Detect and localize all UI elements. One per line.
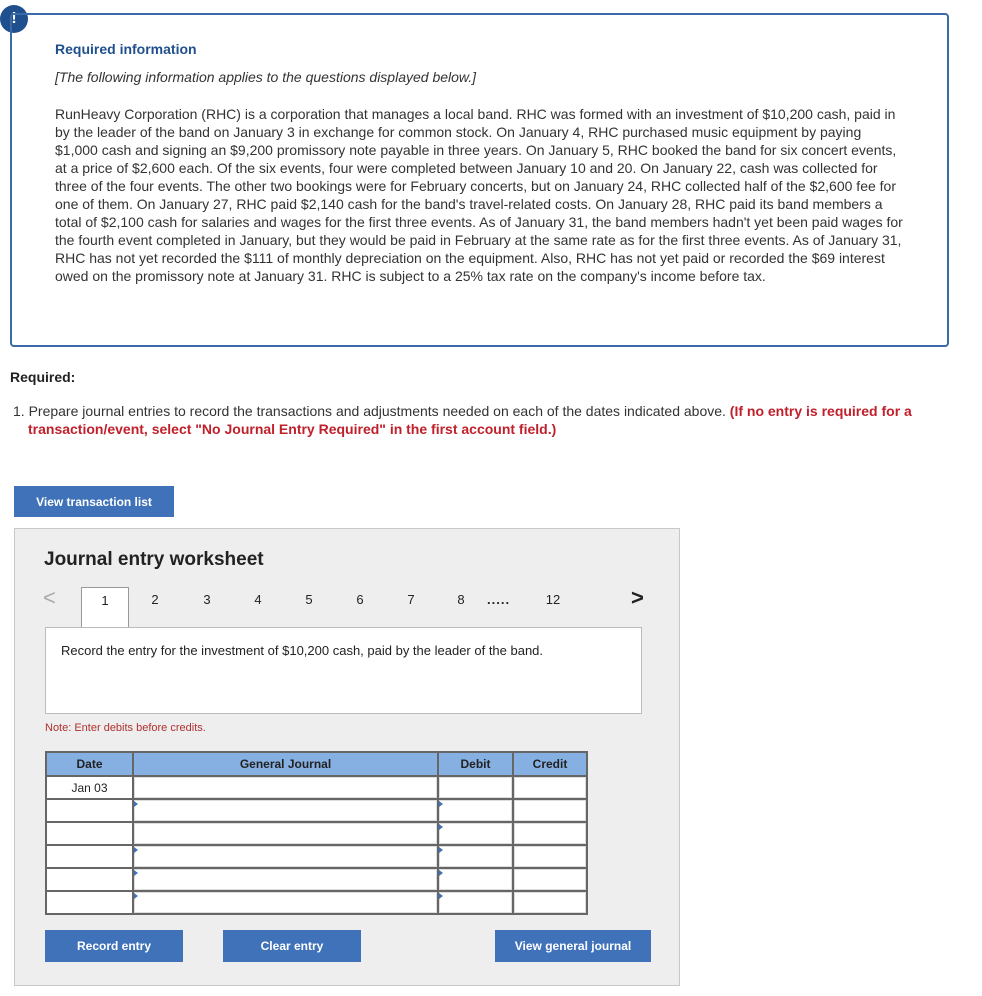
credit-input[interactable] (514, 823, 586, 844)
indent-marker-icon (134, 801, 138, 807)
credit-input[interactable] (514, 846, 586, 867)
account-cell[interactable] (133, 822, 438, 845)
credit-cell[interactable] (513, 891, 587, 914)
account-cell[interactable] (133, 845, 438, 868)
debit-cell[interactable] (438, 799, 513, 822)
view-general-journal-button[interactable]: View general journal (495, 930, 651, 962)
credit-cell[interactable] (513, 868, 587, 891)
date-cell[interactable] (46, 845, 133, 868)
page-tab-1[interactable]: 1 (81, 587, 129, 627)
clear-entry-button[interactable]: Clear entry (223, 930, 361, 962)
account-cell[interactable] (133, 799, 438, 822)
debit-input[interactable] (439, 869, 512, 890)
credit-cell[interactable] (513, 822, 587, 845)
indent-marker-icon (134, 893, 138, 899)
date-cell[interactable] (46, 799, 133, 822)
required-item-text: 1. Prepare journal entries to record the transactions and adjustments needed on each of the dates indicated above. (13, 403, 726, 419)
account-input[interactable] (134, 777, 437, 798)
prev-page-icon[interactable]: < (43, 585, 56, 610)
account-input[interactable] (134, 800, 437, 821)
record-entry-button[interactable]: Record entry (45, 930, 183, 962)
page-tab-2[interactable]: 2 (151, 592, 159, 607)
indent-marker-icon (134, 847, 138, 853)
credit-cell[interactable] (513, 776, 587, 799)
required-item (13, 402, 933, 438)
indent-marker-icon (439, 824, 443, 830)
next-page-icon[interactable]: > (631, 585, 644, 610)
account-cell[interactable] (133, 868, 438, 891)
indent-marker-icon (439, 870, 443, 876)
date-header: Date (46, 752, 133, 776)
date-cell[interactable] (46, 822, 133, 845)
account-cell[interactable] (133, 776, 438, 799)
debit-input[interactable] (439, 892, 512, 913)
table-header-row (46, 752, 587, 776)
table-row (46, 868, 587, 891)
table-row (46, 822, 587, 845)
page-tab-8[interactable]: 8 (457, 592, 465, 607)
debit-input[interactable] (439, 823, 512, 844)
credit-cell[interactable] (513, 799, 587, 822)
date-cell[interactable] (46, 868, 133, 891)
indent-marker-icon (439, 801, 443, 807)
credit-header: Credit (513, 752, 587, 776)
table-row (46, 776, 587, 799)
account-input[interactable] (134, 823, 437, 844)
debit-header: Debit (438, 752, 513, 776)
table-row (46, 891, 587, 914)
table-row (46, 845, 587, 868)
view-transaction-list-button[interactable]: View transaction list (14, 486, 174, 517)
indent-marker-icon (439, 893, 443, 899)
credit-input[interactable] (514, 892, 586, 913)
general-journal-header: General Journal (133, 752, 438, 776)
journal-entry-worksheet (14, 528, 680, 986)
page-tab-5[interactable]: 5 (305, 592, 313, 607)
indent-marker-icon (439, 847, 443, 853)
required-item-note: (If no entry is required for a transaction/event, select "No Journal Entry Required" in the first account field.) (28, 403, 912, 437)
debit-input[interactable] (439, 846, 512, 867)
account-input[interactable] (134, 846, 437, 867)
debit-credit-note: Note: Enter debits before credits. (45, 722, 206, 734)
exclamation-icon: ! (0, 5, 28, 33)
debit-cell[interactable] (438, 822, 513, 845)
credit-cell[interactable] (513, 845, 587, 868)
entry-prompt-box (45, 627, 642, 714)
date-cell[interactable]: Jan 03 (46, 776, 133, 799)
page-tab-6[interactable]: 6 (356, 592, 364, 607)
page-tab-4[interactable]: 4 (254, 592, 262, 607)
required-information-box (10, 13, 949, 347)
credit-input[interactable] (514, 869, 586, 890)
info-body: RunHeavy Corporation (RHC) is a corporation that manages a local band. RHC was formed with an investment of $10,200 cash, paid in by the leader of the band on January 3 in exchange for common stock. On January 4, RHC purchased music equipment by paying $1,000 cash and signing an $9,200 promissory note payable in three years. On January 5, RHC booked the band for six concert events, at a price of $2,600 each. Of the six events, four were completed between January 10 and 20. On January 22, cash was collected for three of the four events. The other two bookings were for February concerts, but on January 24, RHC collected half of the $2,600 fee for one of them. On January 27, RHC paid $2,140 cash for the band's travel-related costs. On January 28, RHC paid its band members a total of $2,100 cash for salaries and wages for the first three events. As of January 31, the band members hadn't yet been paid wages for the fourth event completed in January, but they would be paid in February at the same rate as for the first three events. As of January 31, RHC has not yet recorded the $111 of monthly depreciation on the equipment. Also, RHC has not yet paid or recorded the $69 interest owed on the promissory note at January 31. RHC is subject to a 25% tax rate on the company's income before tax. (55, 106, 903, 284)
required-heading: Required: (10, 369, 76, 385)
journal-entry-table (45, 751, 588, 915)
credit-input[interactable] (514, 777, 586, 798)
account-input[interactable] (134, 869, 437, 890)
credit-input[interactable] (514, 800, 586, 821)
account-input[interactable] (134, 892, 437, 913)
info-title: Required information (55, 41, 197, 57)
debit-cell[interactable] (438, 891, 513, 914)
date-cell[interactable] (46, 891, 133, 914)
page-tab-12[interactable]: 12 (545, 592, 561, 607)
worksheet-title: Journal entry worksheet (44, 549, 264, 570)
account-cell[interactable] (133, 891, 438, 914)
debit-input[interactable] (439, 777, 512, 798)
debit-cell[interactable] (438, 845, 513, 868)
debit-cell[interactable] (438, 868, 513, 891)
page-tab-3[interactable]: 3 (203, 592, 211, 607)
debit-input[interactable] (439, 800, 512, 821)
table-row (46, 799, 587, 822)
info-subtitle: [The following information applies to the questions displayed below.] (55, 69, 477, 85)
page-ellipsis: ..... (487, 592, 511, 607)
indent-marker-icon (134, 870, 138, 876)
page-tab-7[interactable]: 7 (407, 592, 415, 607)
entry-prompt: Record the entry for the investment of $10,200 cash, paid by the leader of the band. (61, 643, 544, 658)
debit-cell[interactable] (438, 776, 513, 799)
